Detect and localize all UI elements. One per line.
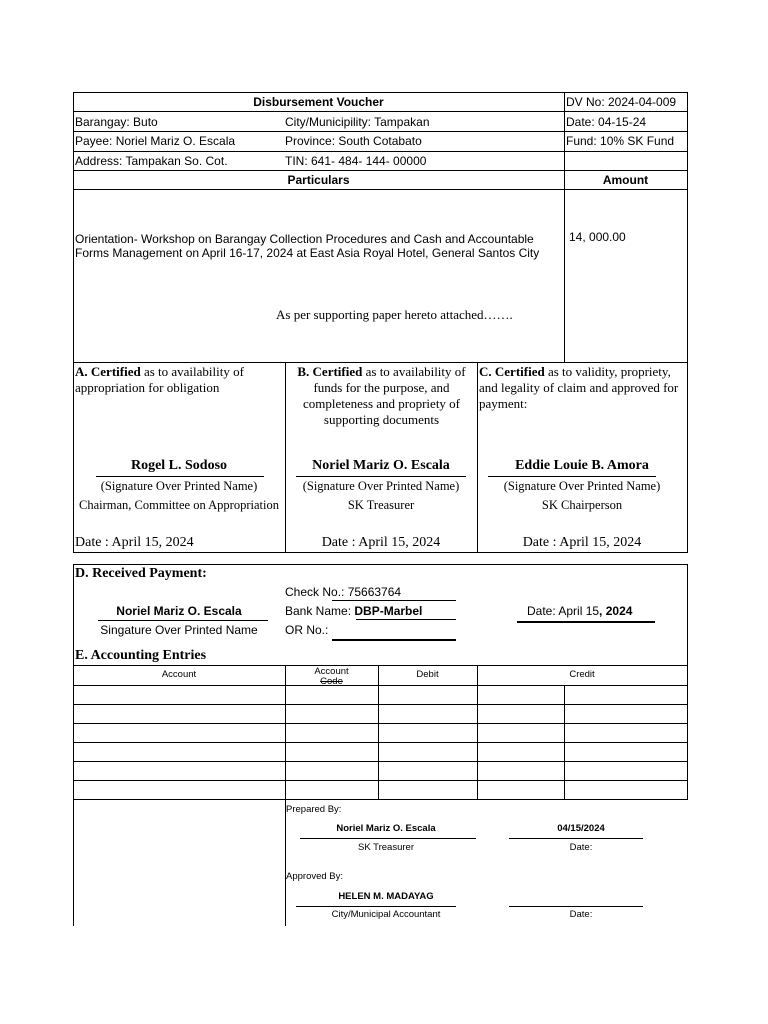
approved-name: HELEN M. MADAYAG xyxy=(338,891,434,902)
cert-c-position: SK Chairperson xyxy=(541,498,623,512)
received-date-year: , 2024 xyxy=(599,604,633,618)
underline xyxy=(356,619,456,620)
cert-c-text xyxy=(479,364,685,412)
prepared-name: Noriel Mariz O. Escala xyxy=(336,823,436,834)
particulars-header: Particulars xyxy=(287,173,350,187)
date-line xyxy=(509,906,643,907)
voucher-title: Disbursement Voucher xyxy=(253,95,384,109)
cert-a-body: as to availability of appropriation for obligation xyxy=(75,364,244,395)
grid-line xyxy=(687,564,688,800)
cert-a-name: Rogel L. Sodoso xyxy=(130,458,228,473)
grid-line xyxy=(73,564,688,565)
grid-line xyxy=(285,362,286,552)
credit-header: Credit xyxy=(569,669,595,680)
dv-number: DV No: 2024-04-009 xyxy=(566,95,677,109)
supporting-note: As per supporting paper hereto attached……. xyxy=(276,307,513,322)
cert-b-body: as to availability of funds for the purpose, and completeness and propriety of supporting documents xyxy=(302,364,466,427)
grid-line xyxy=(73,799,688,800)
cert-a-position: Chairman, Committee on Appropriation xyxy=(79,498,279,512)
cert-b-text xyxy=(288,364,475,428)
date-field: Date: 04-15-24 xyxy=(566,115,647,129)
cert-b-caption: (Signature Over Printed Name) xyxy=(302,479,460,493)
grid-line xyxy=(73,362,688,363)
prepared-label: Prepared By: xyxy=(286,804,342,815)
cert-b-position: SK Treasurer xyxy=(347,498,415,512)
fund-field: Fund: 10% SK Fund xyxy=(566,134,675,148)
check-number: Check No.: 75663764 xyxy=(285,585,402,599)
cert-b-label: B. Certified xyxy=(297,364,363,379)
city-field: City/Municipility: Tampakan xyxy=(285,115,430,129)
cert-c-label: C. Certified xyxy=(479,364,545,379)
signature-line xyxy=(296,906,456,907)
approved-position: City/Municipal Accountant xyxy=(331,909,441,920)
grid-line xyxy=(73,665,688,666)
underline xyxy=(332,600,456,601)
cert-a-text xyxy=(75,364,280,396)
prepared-date: 04/15/2024 xyxy=(557,823,605,834)
amount-header: Amount xyxy=(602,173,649,187)
cert-c-body: as to validity, propriety, and legality of claim and approved for payment: xyxy=(479,364,679,411)
grid-line xyxy=(73,685,688,686)
signature-line xyxy=(488,476,656,477)
grid-line xyxy=(73,761,688,762)
grid-line xyxy=(378,665,379,799)
grid-line xyxy=(687,92,688,552)
grid-line xyxy=(477,362,478,552)
signature-line xyxy=(96,476,264,477)
bank-name xyxy=(285,604,422,618)
grid-line xyxy=(73,564,74,926)
grid-line xyxy=(73,92,688,93)
account-code-line1: Account xyxy=(314,666,349,677)
province-field: Province: South Cotabato xyxy=(285,134,422,148)
received-date-label: Date: April 15 xyxy=(527,604,600,618)
grid-line xyxy=(73,151,688,152)
grid-line xyxy=(73,111,688,112)
signature-line xyxy=(98,620,268,621)
received-date xyxy=(527,604,632,618)
signature-line xyxy=(296,476,466,477)
cert-b-name: Noriel Mariz O. Escala xyxy=(312,458,450,473)
or-number: OR No.: xyxy=(285,623,329,637)
particulars-description: Orientation- Workshop on Barangay Collection Procedures and Cash and Accountable Forms Management on April 16-17, 2024 at East Asia Royal Hotel, General Santos City xyxy=(75,232,540,260)
amount-value: 14, 000.00 xyxy=(569,230,626,244)
received-caption: Singature Over Printed Name xyxy=(100,623,258,637)
cert-c-name: Eddie Louie B. Amora xyxy=(515,458,649,473)
grid-line xyxy=(285,665,286,926)
grid-line xyxy=(564,685,565,799)
bank-value: DBP-Marbel xyxy=(354,604,423,618)
cert-c-caption: (Signature Over Printed Name) xyxy=(503,479,661,493)
account-code-line2: Code xyxy=(320,676,343,687)
grid-line xyxy=(73,552,688,553)
grid-line xyxy=(73,723,688,724)
grid-line xyxy=(564,92,565,362)
grid-line xyxy=(73,704,688,705)
grid-line xyxy=(73,189,688,190)
grid-line xyxy=(73,131,688,132)
debit-header: Debit xyxy=(416,669,439,680)
grid-line xyxy=(477,665,478,799)
account-code-header xyxy=(285,667,378,687)
prepared-position: SK Treasurer xyxy=(358,842,414,853)
barangay-field: Barangay: Buto xyxy=(75,115,158,129)
grid-line xyxy=(73,742,688,743)
address-field: Address: Tampakan So. Cot. xyxy=(75,154,228,168)
account-header: Account xyxy=(161,669,197,680)
date-line xyxy=(509,838,643,839)
grid-line xyxy=(73,780,688,781)
cert-a-date: Date : April 15, 2024 xyxy=(75,535,194,550)
cert-b-date: Date : April 15, 2024 xyxy=(321,535,441,550)
date-line xyxy=(517,621,655,623)
accounting-heading: E. Accounting Entries xyxy=(75,648,207,663)
grid-line xyxy=(73,170,688,171)
cert-a-caption: (Signature Over Printed Name) xyxy=(100,479,258,493)
prepared-date-caption: Date: xyxy=(569,842,593,853)
cert-a-label: A. Certified xyxy=(75,364,141,379)
approved-date-caption: Date: xyxy=(569,909,593,920)
cert-c-date: Date : April 15, 2024 xyxy=(522,535,642,550)
bank-label: Bank Name: xyxy=(285,604,355,618)
signature-line xyxy=(300,838,476,839)
payee-field: Payee: Noriel Mariz O. Escala xyxy=(75,134,236,148)
approved-label: Approved By: xyxy=(286,871,344,882)
received-name: Noriel Mariz O. Escala xyxy=(116,604,242,618)
underline xyxy=(332,639,456,641)
tin-field: TIN: 641- 484- 144- 00000 xyxy=(285,154,427,168)
received-heading: D. Received Payment: xyxy=(75,566,207,581)
